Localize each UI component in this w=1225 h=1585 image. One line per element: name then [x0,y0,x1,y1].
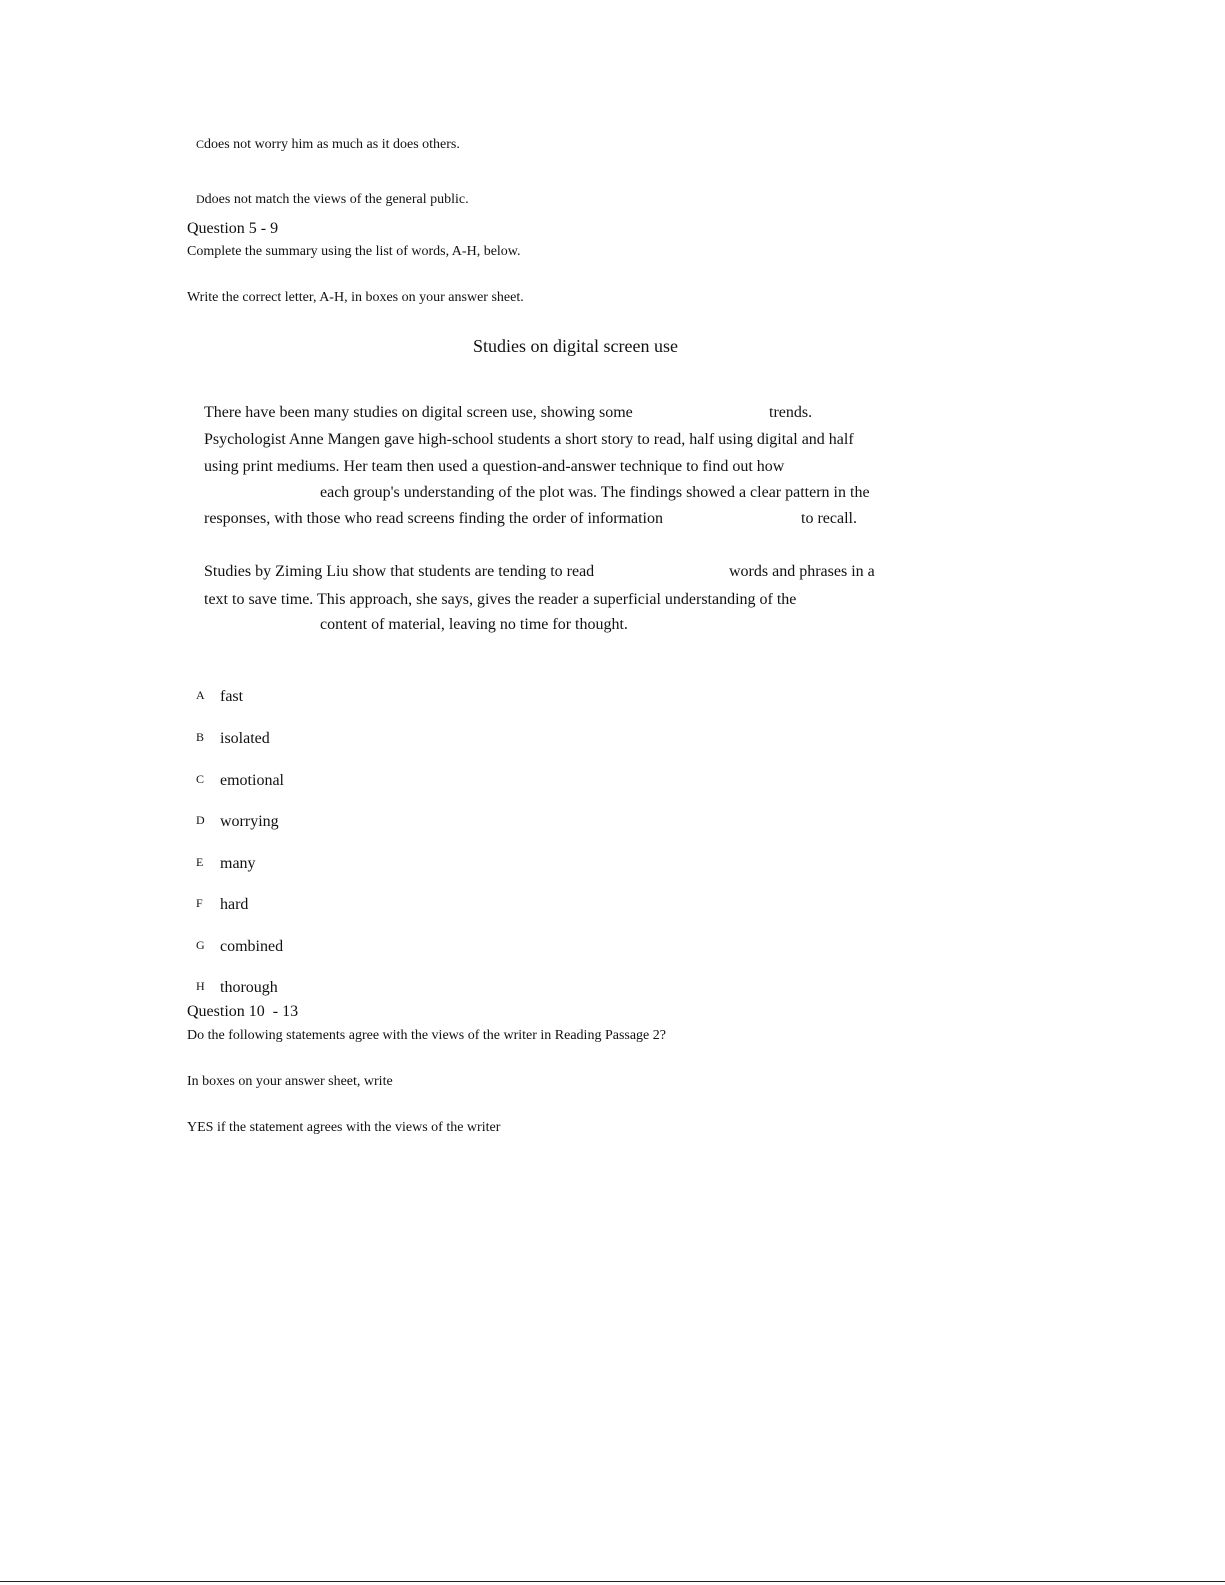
question-heading: Question 5 - 9 [187,220,279,237]
answer-gap-5[interactable] [652,402,764,422]
word-text: many [220,855,256,872]
instruction: Complete the summary using the list of words, A-H, below. [187,244,521,259]
summary-line [204,404,633,422]
answer-gap-7[interactable] [684,508,796,528]
summary-title: Studies on digital screen use [473,336,678,356]
option-text: does not match the views of the general public. [204,192,469,207]
instruction: YES if the statement agrees with the views of the writer [187,1120,501,1135]
summary-text: words and phrases in a [729,563,875,580]
word-text: combined [220,938,284,955]
summary-text: trends. [769,404,813,421]
instruction: In boxes on your answer sheet, write [187,1074,393,1089]
summary-text: There have been many studies on digital screen use, showing some [204,404,633,421]
word-letter: B [196,730,205,744]
instruction: Write the correct letter, A-H, in boxes on your answer sheet. [187,290,524,305]
summary-line: text to save time. This approach, she says, gives the reader a superficial understanding of the [204,591,797,608]
word-text: thorough [220,979,278,996]
option-letter: C [196,137,205,151]
word-text: fast [220,688,244,705]
option-letter: D [196,192,205,206]
word-option-e [196,855,256,873]
word-text: isolated [220,730,270,747]
page-bottom-rule [0,1581,1225,1582]
summary-line: each group's understanding of the plot was. The findings showed a clear pattern in the [320,484,870,501]
word-option-f [196,896,248,914]
word-letter: A [196,688,205,702]
word-option-a [196,688,243,706]
summary-line: Psychologist Anne Mangen gave high-school students a short story to read, half using digital and half [204,431,854,448]
word-letter: H [196,979,205,993]
summary-line: using print mediums. Her team then used a question-and-answer technique to find out how [204,458,785,475]
answer-gap-8[interactable] [612,561,724,581]
word-letter: F [196,896,203,910]
answer-gap-9[interactable] [204,614,316,634]
word-text: emotional [220,772,284,789]
word-text: worrying [220,813,279,830]
word-option-b [196,730,270,748]
option-c [196,137,460,153]
question-heading: Question 10 - 13 [187,1003,299,1020]
summary-line: content of material, leaving no time for thought. [320,616,628,633]
word-letter: C [196,772,205,786]
word-letter: G [196,938,205,952]
word-option-d [196,813,279,831]
word-option-c [196,772,284,790]
summary-text: to recall. [801,510,857,527]
word-letter: E [196,855,204,869]
word-option-g [196,938,283,956]
word-letter: D [196,813,205,827]
option-text: does not worry him as much as it does others. [204,137,460,152]
summary-text: Studies by Ziming Liu show that students are tending to read [204,563,595,580]
word-option-h [196,979,278,997]
option-d [196,192,469,208]
answer-gap-6[interactable] [204,482,316,502]
instruction: Do the following statements agree with the views of the writer in Reading Passage 2? [187,1028,666,1043]
word-text: hard [220,896,249,913]
summary-text: responses, with those who read screens finding the order of information [204,510,663,527]
